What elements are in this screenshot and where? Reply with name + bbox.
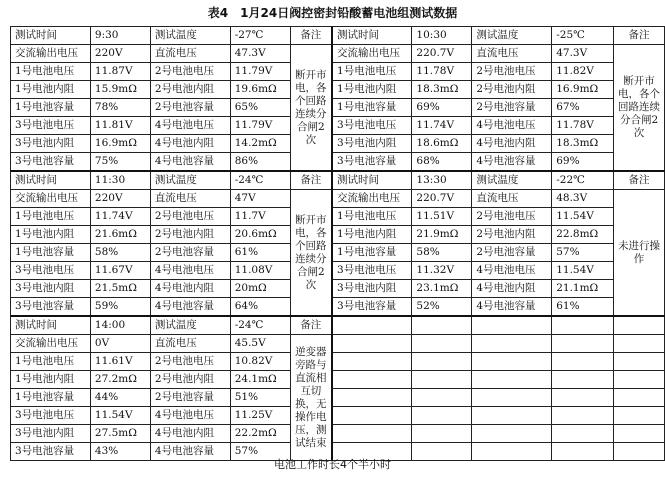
battery-label: 2号电池容量	[150, 389, 230, 407]
temp-value: -24℃	[230, 316, 290, 335]
table-row	[11, 117, 665, 135]
note-header: 备注	[290, 27, 332, 45]
battery-label: 1号电池容量	[11, 244, 91, 262]
ac-voltage-label: 交流输出电压	[11, 190, 91, 208]
battery-value: 69%	[412, 99, 472, 117]
battery-label: 3号电池电压	[11, 117, 91, 135]
empty-cell	[552, 353, 614, 371]
battery-value: 59%	[90, 298, 150, 317]
battery-label: 3号电池电压	[11, 262, 91, 280]
table-row	[11, 190, 665, 208]
battery-label: 2号电池电压	[150, 353, 230, 371]
battery-value: 14.2mΩ	[230, 135, 290, 153]
time-label: 测试时间	[332, 171, 412, 190]
battery-value: 19.6mΩ	[230, 81, 290, 99]
note-text: 断开市电，各个回路连续分合闸2次	[614, 45, 665, 172]
table-row	[11, 425, 665, 443]
battery-value: 11.81V	[90, 117, 150, 135]
empty-cell	[332, 407, 412, 425]
battery-test-table	[10, 26, 665, 461]
battery-label: 3号电池容量	[11, 298, 91, 317]
empty-cell	[472, 316, 552, 335]
battery-label: 1号电池内阻	[11, 81, 91, 99]
battery-value: 11.79V	[230, 117, 290, 135]
empty-cell	[614, 389, 665, 407]
battery-value: 23.1mΩ	[412, 280, 472, 298]
battery-value: 68%	[412, 153, 472, 172]
battery-value: 11.54V	[552, 262, 614, 280]
battery-value: 44%	[90, 389, 150, 407]
battery-label: 2号电池电压	[472, 63, 552, 81]
battery-label: 4号电池内阻	[472, 135, 552, 153]
ac-voltage-label: 交流输出电压	[11, 335, 91, 353]
battery-label: 1号电池电压	[11, 353, 91, 371]
temp-value: -27℃	[230, 27, 290, 45]
note-text: 断开市电，各个回路连续分合闸2次	[290, 45, 332, 172]
battery-label: 1号电池容量	[11, 99, 91, 117]
battery-value: 22.8mΩ	[552, 226, 614, 244]
battery-value: 10.82V	[230, 353, 290, 371]
battery-value: 57%	[230, 443, 290, 461]
battery-value: 11.08V	[230, 262, 290, 280]
empty-cell	[552, 371, 614, 389]
battery-label: 3号电池电压	[11, 407, 91, 425]
battery-label: 3号电池电压	[332, 262, 412, 280]
battery-value: 21.5mΩ	[90, 280, 150, 298]
battery-value: 11.54V	[90, 407, 150, 425]
empty-cell	[412, 353, 472, 371]
empty-cell	[412, 425, 472, 443]
battery-value: 21.9mΩ	[412, 226, 472, 244]
table-row	[11, 99, 665, 117]
time-label: 测试时间	[11, 27, 91, 45]
battery-label: 3号电池内阻	[11, 135, 91, 153]
temp-label: 测试温度	[150, 316, 230, 335]
ac-voltage-value: 220.7V	[412, 190, 472, 208]
ac-voltage-label: 交流输出电压	[332, 45, 412, 63]
time-value: 10:30	[412, 27, 472, 45]
time-value: 13:30	[412, 171, 472, 190]
table-row	[11, 63, 665, 81]
time-label: 测试时间	[11, 316, 91, 335]
empty-cell	[552, 389, 614, 407]
battery-value: 21.1mΩ	[552, 280, 614, 298]
time-value: 11:30	[90, 171, 150, 190]
ac-voltage-value: 220V	[90, 45, 150, 63]
table-row	[11, 208, 665, 226]
battery-label: 4号电池电压	[150, 262, 230, 280]
battery-label: 3号电池容量	[11, 443, 91, 461]
battery-value: 22.2mΩ	[230, 425, 290, 443]
empty-cell	[332, 371, 412, 389]
battery-value: 52%	[412, 298, 472, 317]
battery-value: 18.3mΩ	[552, 135, 614, 153]
battery-label: 2号电池容量	[150, 244, 230, 262]
battery-label: 2号电池容量	[150, 99, 230, 117]
battery-value: 11.87V	[90, 63, 150, 81]
battery-label: 2号电池容量	[472, 99, 552, 117]
battery-label: 2号电池电压	[472, 208, 552, 226]
battery-label: 3号电池容量	[332, 153, 412, 172]
ac-voltage-value: 0V	[90, 335, 150, 353]
battery-value: 11.51V	[412, 208, 472, 226]
ac-voltage-value: 220V	[90, 190, 150, 208]
battery-value: 27.5mΩ	[90, 425, 150, 443]
battery-label: 4号电池电压	[150, 407, 230, 425]
dc-voltage-value: 47V	[230, 190, 290, 208]
temp-label: 测试温度	[472, 27, 552, 45]
table-row	[11, 389, 665, 407]
empty-cell	[412, 371, 472, 389]
battery-value: 11.32V	[412, 262, 472, 280]
note-text: 断开市电，各个回路连续分合闸2次	[290, 190, 332, 317]
temp-label: 测试温度	[150, 27, 230, 45]
table-row	[11, 407, 665, 425]
battery-value: 11.25V	[230, 407, 290, 425]
time-label: 测试时间	[11, 171, 91, 190]
battery-value: 43%	[90, 443, 150, 461]
battery-label: 4号电池电压	[472, 262, 552, 280]
battery-label: 1号电池电压	[332, 208, 412, 226]
battery-label: 2号电池内阻	[150, 226, 230, 244]
battery-value: 11.61V	[90, 353, 150, 371]
battery-label: 4号电池内阻	[472, 280, 552, 298]
battery-label: 3号电池内阻	[332, 280, 412, 298]
battery-value: 27.2mΩ	[90, 371, 150, 389]
battery-label: 4号电池内阻	[150, 280, 230, 298]
battery-value: 11.7V	[230, 208, 290, 226]
battery-value: 61%	[230, 244, 290, 262]
empty-cell	[412, 407, 472, 425]
battery-value: 67%	[552, 99, 614, 117]
table-row	[11, 298, 665, 317]
battery-label: 3号电池容量	[332, 298, 412, 317]
battery-value: 51%	[230, 389, 290, 407]
battery-value: 21.6mΩ	[90, 226, 150, 244]
empty-cell	[472, 389, 552, 407]
empty-cell	[552, 316, 614, 335]
dc-voltage-label: 直流电压	[472, 190, 552, 208]
empty-cell	[614, 335, 665, 353]
battery-label: 1号电池容量	[332, 99, 412, 117]
battery-label: 1号电池电压	[11, 208, 91, 226]
battery-value: 18.6mΩ	[412, 135, 472, 153]
empty-cell	[332, 316, 412, 335]
battery-value: 11.82V	[552, 63, 614, 81]
empty-cell	[332, 389, 412, 407]
battery-label: 2号电池内阻	[472, 226, 552, 244]
battery-value: 24.1mΩ	[230, 371, 290, 389]
dc-voltage-label: 直流电压	[150, 335, 230, 353]
empty-cell	[552, 407, 614, 425]
ac-voltage-value: 220.7V	[412, 45, 472, 63]
table-row	[11, 316, 665, 335]
battery-value: 61%	[552, 298, 614, 317]
empty-cell	[552, 335, 614, 353]
battery-value: 11.79V	[230, 63, 290, 81]
dc-voltage-label: 直流电压	[150, 45, 230, 63]
battery-value: 75%	[90, 153, 150, 172]
table-row	[11, 226, 665, 244]
note-header: 备注	[614, 171, 665, 190]
dc-voltage-value: 47.3V	[552, 45, 614, 63]
battery-label: 1号电池内阻	[11, 371, 91, 389]
empty-cell	[472, 353, 552, 371]
battery-label: 1号电池内阻	[332, 226, 412, 244]
battery-label: 4号电池内阻	[150, 425, 230, 443]
empty-cell	[332, 353, 412, 371]
time-value: 9:30	[90, 27, 150, 45]
temp-label: 测试温度	[472, 171, 552, 190]
dc-voltage-label: 直流电压	[150, 190, 230, 208]
battery-label: 1号电池电压	[11, 63, 91, 81]
battery-value: 16.9mΩ	[90, 135, 150, 153]
battery-value: 18.3mΩ	[412, 81, 472, 99]
empty-cell	[412, 389, 472, 407]
battery-value: 15.9mΩ	[90, 81, 150, 99]
battery-label: 2号电池内阻	[150, 81, 230, 99]
empty-cell	[552, 425, 614, 443]
temp-label: 测试温度	[150, 171, 230, 190]
note-text: 逆变器旁路与直流相互切换，无操作电压，测试结束	[290, 335, 332, 461]
table-footer: 电池工作时长4个半小时	[274, 458, 391, 471]
battery-label: 1号电池电压	[332, 63, 412, 81]
battery-label: 2号电池电压	[150, 208, 230, 226]
battery-label: 4号电池电压	[472, 117, 552, 135]
battery-value: 64%	[230, 298, 290, 317]
dc-voltage-label: 直流电压	[472, 45, 552, 63]
battery-label: 2号电池内阻	[150, 371, 230, 389]
empty-cell	[472, 371, 552, 389]
battery-value: 16.9mΩ	[552, 81, 614, 99]
battery-value: 11.78V	[552, 117, 614, 135]
empty-cell	[614, 425, 665, 443]
note-header: 备注	[290, 316, 332, 335]
battery-value: 65%	[230, 99, 290, 117]
table-row	[11, 81, 665, 99]
empty-cell	[412, 316, 472, 335]
table-row	[11, 45, 665, 63]
battery-label: 3号电池内阻	[332, 135, 412, 153]
battery-label: 3号电池容量	[11, 153, 91, 172]
note-text: 未进行操作	[614, 190, 665, 317]
table-row	[11, 335, 665, 353]
battery-value: 11.78V	[412, 63, 472, 81]
empty-cell	[332, 425, 412, 443]
battery-label: 3号电池内阻	[11, 280, 91, 298]
empty-cell	[412, 335, 472, 353]
battery-value: 11.74V	[412, 117, 472, 135]
table-row	[11, 371, 665, 389]
table-row	[11, 135, 665, 153]
battery-value: 20mΩ	[230, 280, 290, 298]
table-row	[11, 171, 665, 190]
battery-label: 1号电池内阻	[11, 226, 91, 244]
empty-cell	[614, 407, 665, 425]
empty-cell	[614, 371, 665, 389]
battery-value: 20.6mΩ	[230, 226, 290, 244]
dc-voltage-value: 45.5V	[230, 335, 290, 353]
temp-value: -25℃	[552, 27, 614, 45]
table-row	[11, 27, 665, 45]
empty-cell	[472, 335, 552, 353]
battery-label: 1号电池容量	[332, 244, 412, 262]
table-row	[11, 353, 665, 371]
battery-label: 2号电池电压	[150, 63, 230, 81]
battery-label: 2号电池容量	[472, 244, 552, 262]
battery-label: 1号电池容量	[11, 389, 91, 407]
table-row	[11, 262, 665, 280]
battery-label: 3号电池内阻	[11, 425, 91, 443]
empty-cell	[472, 425, 552, 443]
note-header: 备注	[614, 27, 665, 45]
battery-value: 11.74V	[90, 208, 150, 226]
ac-voltage-label: 交流输出电压	[332, 190, 412, 208]
battery-value: 57%	[552, 244, 614, 262]
empty-cell	[472, 407, 552, 425]
table-title: 表4 1月24日阀控密封铅酸蓄电池组测试数据	[207, 6, 458, 20]
battery-value: 69%	[552, 153, 614, 172]
battery-label: 2号电池内阻	[472, 81, 552, 99]
battery-label: 3号电池电压	[332, 117, 412, 135]
table-row	[11, 153, 665, 172]
temp-value: -24℃	[230, 171, 290, 190]
battery-value: 86%	[230, 153, 290, 172]
empty-cell	[614, 353, 665, 371]
battery-label: 4号电池电压	[150, 117, 230, 135]
time-value: 14:00	[90, 316, 150, 335]
table-row	[11, 244, 665, 262]
battery-value: 58%	[90, 244, 150, 262]
battery-label: 4号电池容量	[150, 298, 230, 317]
battery-label: 4号电池容量	[472, 298, 552, 317]
battery-label: 4号电池容量	[150, 153, 230, 172]
temp-value: -22℃	[552, 171, 614, 190]
ac-voltage-label: 交流输出电压	[11, 45, 91, 63]
battery-label: 4号电池容量	[472, 153, 552, 172]
battery-value: 11.67V	[90, 262, 150, 280]
note-header: 备注	[290, 171, 332, 190]
battery-value: 78%	[90, 99, 150, 117]
empty-cell	[332, 335, 412, 353]
table-row	[11, 280, 665, 298]
dc-voltage-value: 48.3V	[552, 190, 614, 208]
battery-value: 11.54V	[552, 208, 614, 226]
time-label: 测试时间	[332, 27, 412, 45]
empty-cell	[614, 316, 665, 335]
battery-label: 4号电池容量	[150, 443, 230, 461]
battery-label: 4号电池内阻	[150, 135, 230, 153]
battery-label: 1号电池内阻	[332, 81, 412, 99]
dc-voltage-value: 47.3V	[230, 45, 290, 63]
battery-value: 58%	[412, 244, 472, 262]
